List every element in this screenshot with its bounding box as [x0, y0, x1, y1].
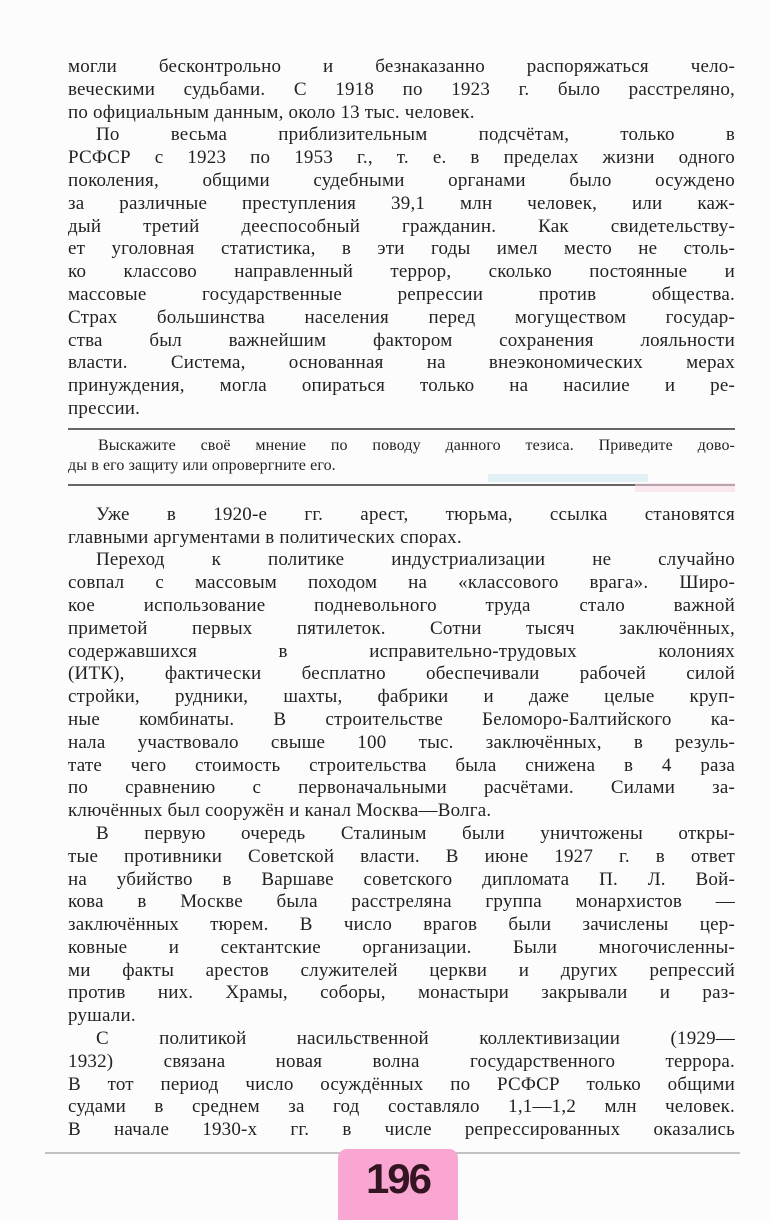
text-line: на убийство в Варшаве советского дипломата П. Л. Вой-	[68, 868, 735, 890]
page-number: 196	[365, 1155, 431, 1202]
paragraph	[68, 1028, 735, 1142]
paragraph	[68, 56, 735, 124]
text-line: Переход к политике индустриализации не случайно	[96, 549, 735, 571]
text-line: Страх большинства населения перед могуществом государ-	[68, 306, 735, 328]
paragraph	[68, 504, 735, 550]
text-line: кова в Москве была расстреляна группа монархистов —	[68, 891, 735, 913]
task-note	[68, 428, 735, 486]
text-line: совпал с массовым походом на «классового врага». Широ-	[68, 572, 735, 594]
text-line: судами в среднем за год составляло 1,1—1,2 млн человек.	[68, 1096, 735, 1118]
text-line: ные комбинаты. В строительстве Беломоро-Балтийского ка-	[68, 708, 735, 730]
text-line: по сравнению с первоначальными расчётами. Силами за-	[68, 777, 735, 799]
text-line: 1932) связана новая волна государственного террора.	[68, 1050, 735, 1072]
text-line: ми факты арестов служителей церкви и других репрессий	[68, 959, 735, 981]
text-line: прессии.	[68, 397, 141, 419]
text-line: В тот период число осуждённых по РСФСР только общими	[68, 1073, 735, 1095]
text-line: тате чего стоимость строительства была снижена в 4 раза	[68, 754, 735, 776]
text-line: По весьма приблизительным подсчётам, только в	[96, 124, 735, 146]
text-line: ды в его защиту или опровергните его.	[68, 457, 336, 475]
paragraph	[68, 823, 735, 1028]
page-number-box	[338, 1149, 458, 1220]
text-line: стройки, рудники, шахты, фабрики и даже целые круп-	[68, 686, 735, 708]
text-line: ет уголовная статистика, в эти годы имел место не столь-	[68, 238, 735, 260]
text-line: (ИТК), фактически бесплатно обеспечивали рабочей силой	[68, 663, 735, 685]
text-line: массовые государственные репрессии против общества.	[68, 283, 735, 305]
text-line: веческими судьбами. С 1918 по 1923 г. было расстреляно,	[68, 78, 735, 100]
text-line: могли бесконтрольно и безнаказанно распоряжаться чело-	[68, 56, 735, 77]
text-line: приметой первых пятилеток. Сотни тысяч заключённых,	[68, 617, 735, 639]
text-line: главными аргументами в политических спорах.	[68, 526, 462, 548]
text-line: ко классово направленный террор, сколько постоянные и	[68, 261, 735, 283]
text-line: поколения, общими судебными органами было осуждено	[68, 169, 735, 191]
text-line: В первую очередь Сталиным были уничтожены откры-	[96, 822, 735, 844]
text-line: за различные преступления 39,1 млн человек, или каж-	[68, 192, 735, 214]
scan-artifact	[635, 483, 735, 492]
text-line: кое использование подневольного труда стало важной	[68, 594, 735, 616]
text-line: РСФСР с 1923 по 1953 г., т. е. в пределах жизни одного	[68, 147, 735, 169]
text-line: дый третий дееспособный гражданин. Как свидетельству-	[68, 215, 735, 237]
text-line: принуждения, могла опираться только на насилие и ре-	[68, 375, 735, 397]
text-line: Уже в 1920-е гг. арест, тюрьма, ссылка становятся	[96, 503, 735, 525]
text-line: заключённых тюрем. В число врагов были зачислены цер-	[68, 914, 735, 936]
text-line: власти. Система, основанная на внеэкономических мерах	[68, 352, 735, 374]
text-line: С политикой насильственной коллективизации (1929—	[96, 1028, 735, 1050]
text-line: по официальным данным, около 13 тыс. человек.	[68, 101, 475, 123]
paragraph	[68, 549, 735, 823]
text-line: против них. Храмы, соборы, монастыри закрывали и раз-	[68, 982, 735, 1004]
text-column	[68, 56, 735, 1142]
text-line: нала участвовало свыше 100 тыс. заключённых, в резуль-	[68, 731, 735, 753]
text-line: ства был важнейшим фактором сохранения лояльности	[68, 329, 735, 351]
text-line: тые противники Советской власти. В июне 1927 г. в ответ	[68, 845, 735, 867]
text-line: ковные и сектантские организации. Были многочисленны-	[68, 936, 735, 958]
text-line: содержавшихся в исправительно-трудовых колониях	[68, 640, 735, 662]
paragraph	[68, 124, 735, 420]
text-line: рушали.	[68, 1005, 136, 1027]
text-line: Выскажите своё мнение по поводу данного тезиса. Приведите дово-	[98, 436, 735, 454]
text-line: ключённых был сооружён и канал Москва—Волга.	[68, 800, 492, 822]
text-line: В начале 1930-х гг. в числе репрессированных оказались	[68, 1119, 735, 1141]
